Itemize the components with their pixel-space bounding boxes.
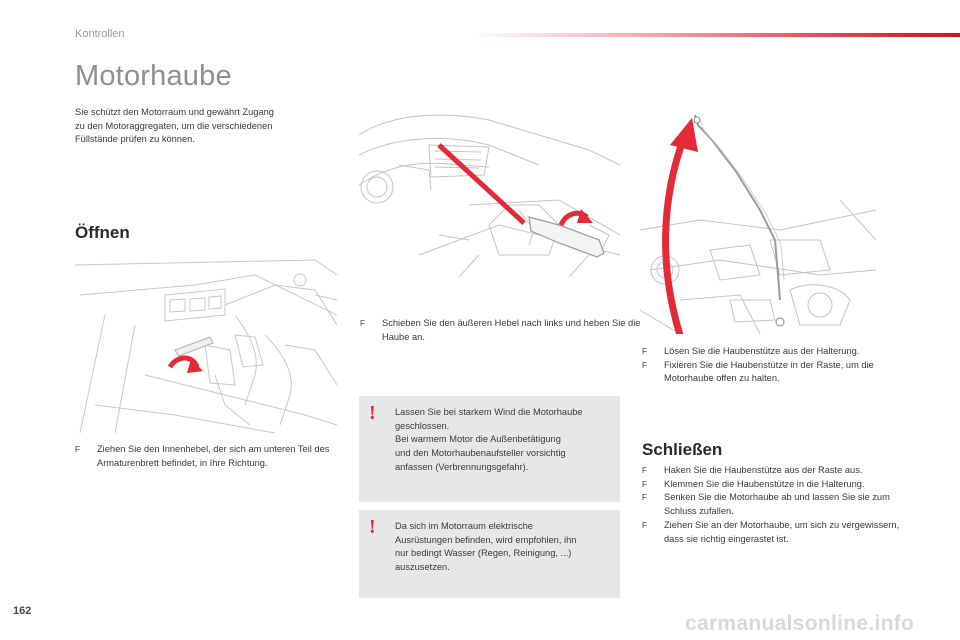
prop-steps-list — [642, 345, 904, 386]
list-item-text: Haken Sie die Haubenstütze aus der Raste aus. — [664, 465, 863, 475]
list-item-text: Fixieren Sie die Haubenstütze in der Raste, um die Motorhaube offen zu halten. — [664, 359, 874, 384]
section-label: Kontrollen — [75, 28, 125, 40]
page-title: Motorhaube — [75, 60, 232, 92]
watermark: carmanualsonline.info — [685, 612, 915, 635]
bullet-icon: F — [642, 360, 647, 370]
list-item — [642, 345, 904, 359]
bullet-icon: F — [642, 479, 647, 489]
list-item — [642, 464, 907, 478]
list-item-text: Ziehen Sie an der Motorhaube, um sich zu vergewissern, dass sie richtig eingerastet ist. — [664, 519, 900, 544]
warning-icon: ! — [369, 516, 376, 538]
warning-box-wind — [359, 396, 620, 502]
header-rule — [470, 33, 960, 37]
list-item-text: Klemmen Sie die Haubenstütze in die Halterung. — [664, 478, 865, 489]
list-item-text: Senken Sie die Motorhaube ab und lassen Sie sie zum Schluss zufallen. — [664, 492, 890, 517]
list-item-text: Lösen Sie die Haubenstütze aus der Halterung. — [664, 346, 860, 356]
page-number: 162 — [13, 605, 32, 617]
step-pull-lever-text: Ziehen Sie den Innenhebel, der sich am unteren Teil des Armaturenbrett befindet, in Ihre Richtung. — [97, 444, 330, 468]
bullet-icon: F — [642, 347, 647, 356]
step-pull-lever — [75, 443, 359, 470]
bullet-icon: F — [642, 466, 647, 475]
list-item — [642, 359, 904, 386]
close-steps-list — [642, 464, 907, 546]
list-item — [642, 491, 907, 518]
list-item — [642, 519, 907, 546]
interior-lever-illustration — [75, 255, 337, 433]
bullet-icon: F — [360, 319, 365, 329]
heading-open: Öffnen — [75, 223, 130, 242]
list-item — [642, 478, 907, 492]
warning-box-water — [359, 510, 620, 598]
step-push-lever — [360, 317, 644, 344]
warning-wind-text: Lassen Sie bei starkem Wind die Motorhaube geschlossen. Bei warmem Motor die Außenbetätigung und den Motorhaubenaufsteller vorsichtig anfassen (Verbrennungsgefahr). — [395, 407, 583, 472]
bullet-icon: F — [642, 520, 647, 530]
bonnet-stay-illustration — [640, 100, 876, 334]
warning-water-text: Da sich im Motorraum elektrische Ausrüstungen befinden, wird empfohlen, ihn nur bedingt Wasser (Regen, Reinigung, ...) auszusetzen. — [395, 521, 577, 573]
step-push-lever-text: Schieben Sie den äußeren Hebel nach links und heben Sie die Haube an. — [382, 318, 641, 343]
bullet-icon: F — [75, 445, 80, 454]
bullet-icon: F — [642, 493, 647, 503]
intro-text: Sie schützt den Motorraum und gewährt Zugang zu den Motoraggregaten, um die verschiedenen Füllstände prüfen zu können. — [75, 107, 274, 145]
warning-icon: ! — [369, 402, 376, 424]
exterior-lever-illustration — [359, 105, 620, 277]
heading-close: Schließen — [642, 440, 723, 459]
